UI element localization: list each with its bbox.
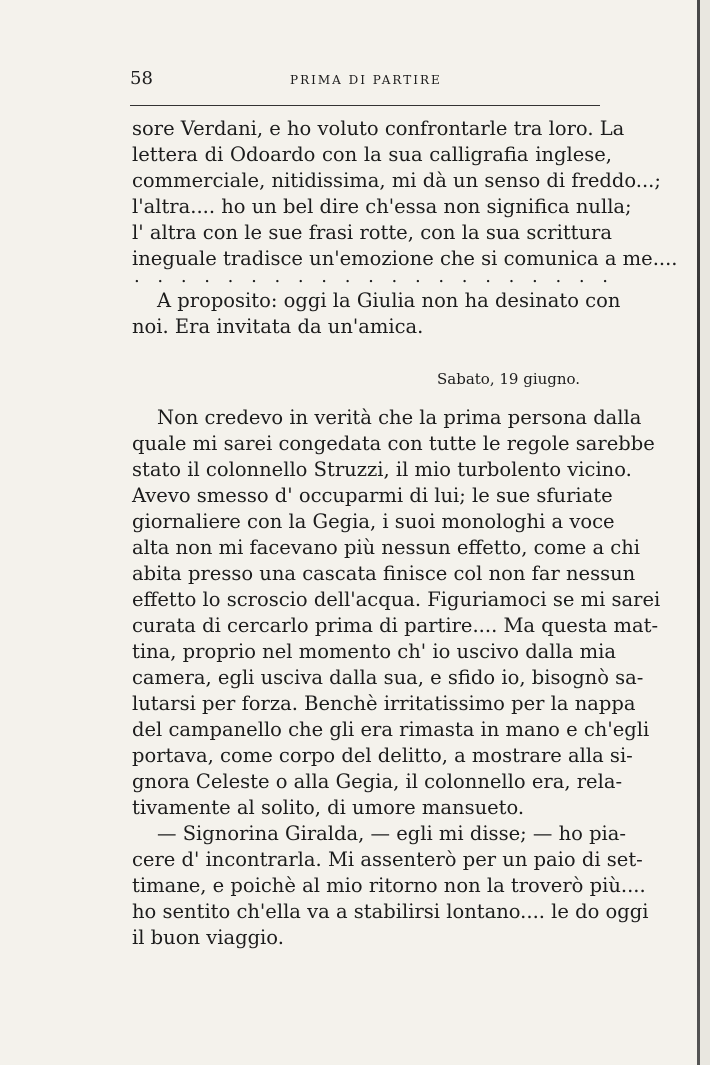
text-line: stato il colonnello Struzzi, il mio turbolento vicino. — [132, 458, 632, 481]
text-line: lutarsi per forza. Benchè irritatissimo per la nappa — [132, 692, 636, 715]
text-line: tina, proprio nel momento ch' io uscivo dalla mia — [132, 640, 616, 663]
paragraph-1 — [132, 116, 678, 272]
text-line: l'altra.... ho un bel dire ch'essa non significa nulla; — [132, 195, 632, 218]
text-line: effetto lo scroscio dell'acqua. Figuriamoci se mi sarei — [132, 588, 661, 611]
text-line: tivamente al solito, di umore mansueto. — [132, 796, 525, 819]
text-line: sore Verdani, e ho voluto confrontarle tra loro. La — [132, 117, 625, 140]
text-line: quale mi sarei congedata con tutte le regole sarebbe — [132, 432, 655, 455]
text-line: camera, egli usciva dalla sua, e sfido io, bisognò sa- — [132, 666, 644, 689]
text-line: il buon viaggio. — [132, 926, 284, 949]
text-line: cere d' incontrarla. Mi assenterò per un paio di set- — [132, 848, 643, 871]
text-line: timane, e poichè al mio ritorno non la troverò più.... — [132, 874, 646, 897]
section-separator: . . . . . . . . . . . . . . . . . . . . . — [134, 266, 608, 287]
page-edge — [697, 0, 700, 1065]
diary-date: Sabato, 19 giugno. — [437, 370, 581, 388]
paragraph-3 — [132, 405, 661, 951]
text-line: A proposito: oggi la Giulia non ha desinato con — [157, 289, 621, 312]
text-line: portava, come corpo del delitto, a mostrare alla si- — [132, 744, 633, 767]
header-rule — [130, 105, 600, 106]
text-line: — Signorina Giralda, — egli mi disse; — ho pia- — [157, 822, 627, 845]
text-line: noi. Era invitata da un'amica. — [132, 315, 424, 338]
page-number: 58 — [130, 68, 153, 89]
page-margin — [700, 0, 710, 1065]
text-line: lettera di Odoardo con la sua calligrafia inglese, — [132, 143, 612, 166]
text-line: commerciale, nitidissima, mi dà un senso di freddo...; — [132, 169, 661, 192]
text-line: Avevo smesso d' occuparmi di lui; le sue sfuriate — [132, 484, 613, 507]
text-line: gnora Celeste o alla Gegia, il colonnello era, rela- — [132, 770, 623, 793]
paragraph-2 — [132, 288, 621, 340]
text-line: alta non mi facevano più nessun effetto, come a chi — [132, 536, 641, 559]
text-line: ineguale tradisce un'emozione che si comunica a me.... — [132, 247, 678, 270]
text-line: curata di cercarlo prima di partire.... Ma questa mat- — [132, 614, 659, 637]
page-header — [130, 68, 610, 92]
running-title: PRIMA DI PARTIRE — [290, 73, 442, 87]
text-line: Non credevo in verità che la prima persona dalla — [157, 406, 642, 429]
text-line: l' altra con le sue frasi rotte, con la sua scrittura — [132, 221, 612, 244]
text-line: abita presso una cascata finisce col non far nessun — [132, 562, 636, 585]
text-line: ho sentito ch'ella va a stabilirsi lontano.... le do oggi — [132, 900, 649, 923]
text-line: del campanello che gli era rimasta in mano e ch'egli — [132, 718, 650, 741]
text-line: giornaliere con la Gegia, i suoi monologhi a voce — [132, 510, 615, 533]
